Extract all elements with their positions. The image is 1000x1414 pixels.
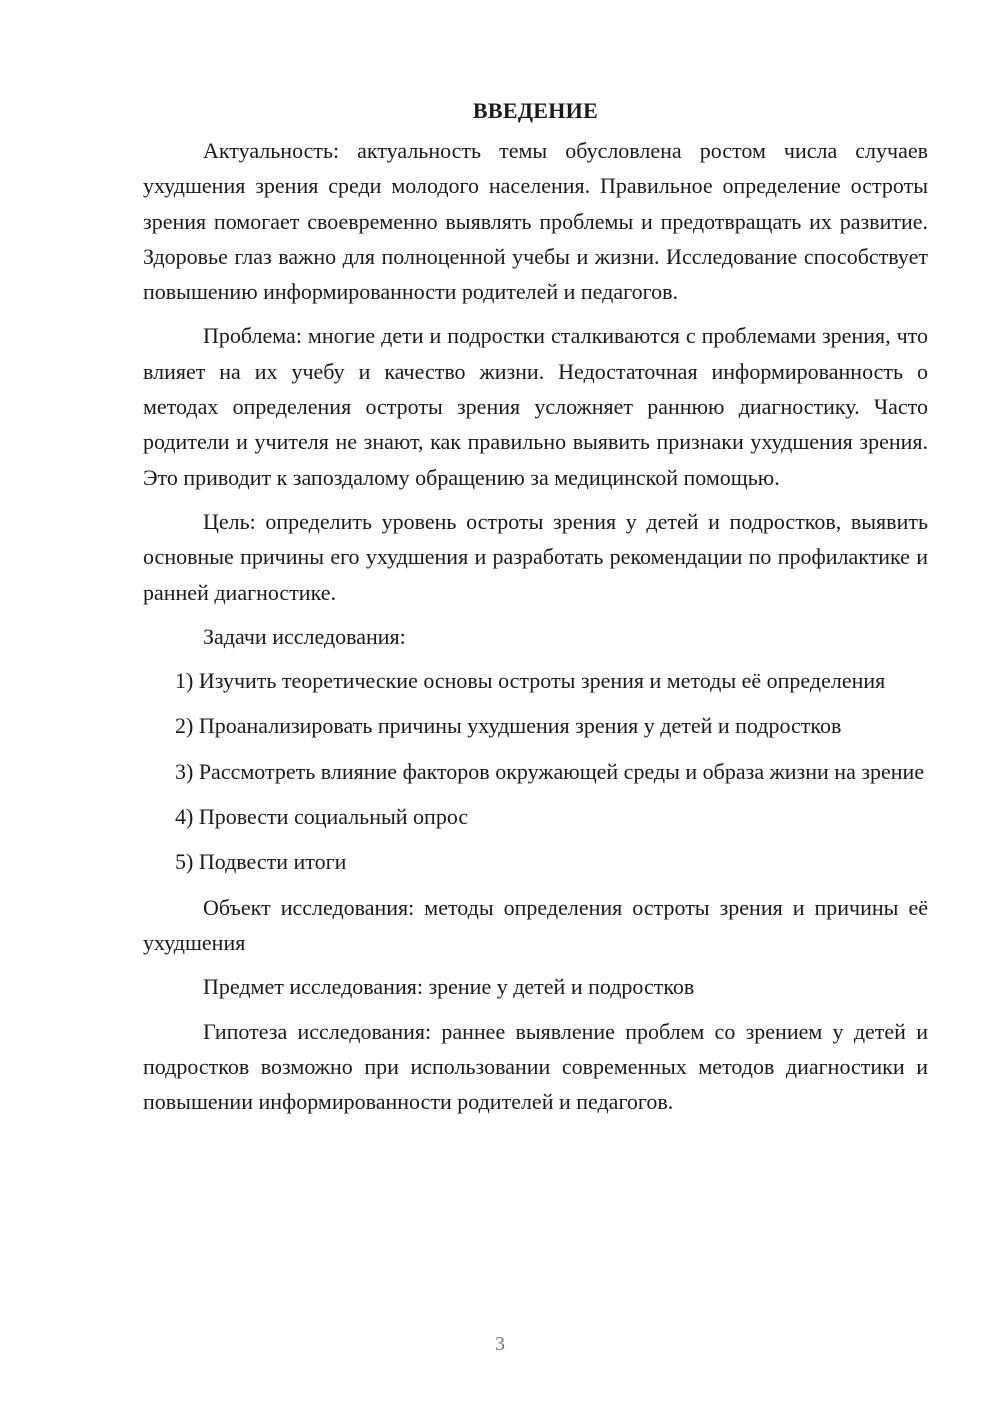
task-item: 5) Подвести итоги: [175, 849, 347, 875]
page-number: 3: [495, 1333, 505, 1355]
problem-paragraph: Проблема: многие дети и подростки сталкиваются с проблемами зрения, что влияет на их учебу и качество жизни. Недостаточная информированность о методах определения остроты зрения усложняет раннюю диагностику. Часто родители и учителя не знают, как правильно выявить признаки ухудшения зрения. Это приводит к запоздалому обращению за медицинской помощью.: [143, 323, 928, 490]
object-paragraph: Объект исследования: методы определения остроты зрения и причины её ухудшения: [143, 894, 928, 955]
goal-paragraph: Цель: определить уровень остроты зрения у детей и подростков, выявить основные причины его ухудшения и разработать рекомендации по профилактике и ранней диагностике.: [143, 508, 928, 605]
page-content: [143, 96, 928, 1119]
page-title: ВВЕДЕНИЕ: [472, 98, 599, 123]
task-item: 1) Изучить теоретические основы остроты зрения и методы её определения: [175, 668, 886, 694]
task-item: 4) Провести социальный опрос: [175, 804, 469, 830]
task-item: 3) Рассмотреть влияние факторов окружающей среды и образа жизни на зрение: [175, 758, 925, 784]
hypothesis-paragraph: Гипотеза исследования: раннее выявление проблем со зрением у детей и подростков возможно при использовании современных методов диагностики и повышении информированности родителей и педагогов.: [143, 1018, 928, 1115]
tasks-heading: Задачи исследования:: [203, 623, 406, 649]
subject-paragraph: Предмет исследования: зрение у детей и подростков: [203, 974, 695, 1000]
task-item: 2) Проанализировать причины ухудшения зрения у детей и подростков: [175, 713, 842, 739]
relevance-paragraph: Актуальность: актуальность темы обусловлена ростом числа случаев ухудшения зрения среди молодого населения. Правильное определение остроты зрения помогает своевременно выявлять проблемы и предотвращать их развитие. Здоровье глаз важно для полноценной учебы и жизни. Исследование способствует повышению информированности родителей и педагогов.: [143, 138, 928, 305]
